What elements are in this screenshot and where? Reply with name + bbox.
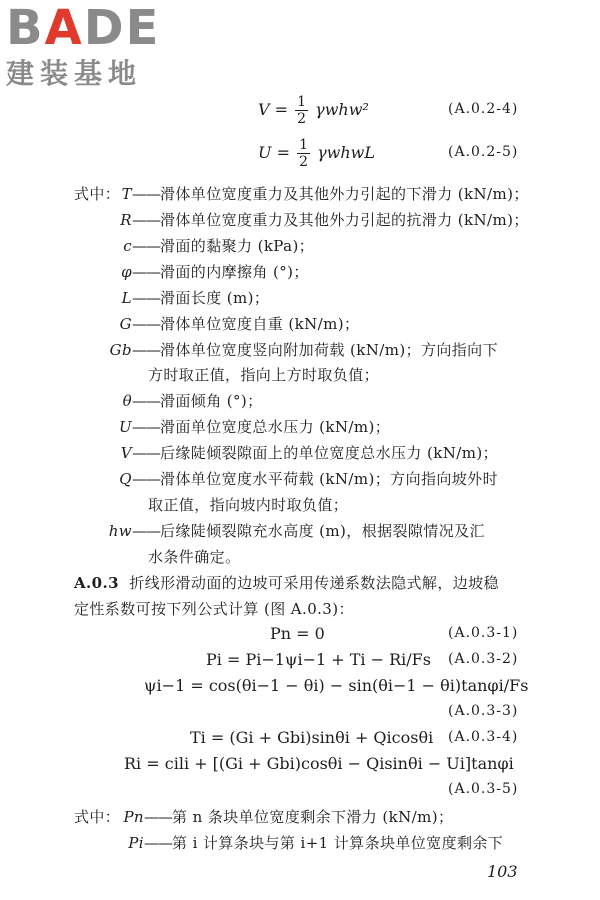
definition-row: [74, 339, 498, 360]
definition-row: [74, 416, 390, 437]
definition-text: 滑面长度 (m)；: [160, 289, 270, 307]
definition-dash: ——: [132, 315, 160, 333]
definition-row: [74, 313, 359, 334]
definition-text: 滑体单位宽度重力及其他外力引起的抗滑力 (kN/m)；: [160, 211, 529, 229]
formula-u-rhs: γwhwL: [317, 143, 375, 162]
formula-v-den: 2: [297, 111, 307, 127]
definition-dash: ——: [132, 263, 160, 281]
definition-text: 滑面倾角 (°)；: [160, 392, 263, 410]
definition-dash: ——: [132, 211, 160, 229]
formula-u-num: 1: [299, 137, 308, 153]
definition-symbol: Pi: [128, 834, 144, 852]
formula-v-lhs: V =: [258, 100, 294, 119]
where-lead-text: 式中：: [74, 185, 121, 203]
definition-continuation: 水条件确定。: [148, 548, 241, 566]
equation-expr: ψi−1 = cos(θi−1 − θi) − sin(θi−1 − θi)tanφi/Fs: [144, 676, 529, 695]
formula-u-fraction: [297, 137, 310, 170]
formula-v-fraction: [295, 94, 308, 127]
equation-expr: Ri = cili + [(Gi + Gbi)cosθi − Qisinθi − Ui]tanφi: [124, 754, 514, 773]
equation-label: (A.0.3-2): [448, 651, 519, 667]
definition-continuation: 方时取正值，指向上方时取负值；: [148, 366, 380, 384]
page-number: 103: [487, 862, 518, 881]
site-logo: [6, 0, 161, 90]
formula-u-label: (A.0.2-5): [448, 144, 519, 160]
definition-symbol: U: [118, 418, 132, 436]
definition-symbol: Pn: [123, 808, 144, 826]
definition-text: 第 n 条块单位宽度剩余下滑力 (kN/m)；: [172, 808, 454, 826]
definition-symbol: V: [120, 444, 132, 462]
where-lead-text: 式中：: [74, 808, 121, 826]
logo-subtitle: 建装基地: [6, 57, 143, 90]
definition-dash: ——: [132, 289, 160, 307]
equation-label: (A.0.3-4): [448, 729, 519, 745]
definition-dash: ——: [132, 341, 160, 359]
logo-letters-de: DE: [83, 0, 161, 56]
definition-row: [74, 209, 529, 230]
formula-u-lhs: U =: [258, 143, 296, 162]
definition-row: [74, 468, 498, 489]
section-number: A.0.3: [74, 574, 119, 592]
equation-label: (A.0.3-5): [448, 781, 519, 797]
definition-text: 滑体单位宽度竖向附加荷载 (kN/m)；方向指向下: [160, 341, 498, 359]
definition-text: 滑体单位宽度水平荷载 (kN/m)；方向指向坡外时: [160, 470, 498, 488]
definition-dash: ——: [132, 522, 160, 540]
definition-symbol: c: [123, 237, 132, 255]
equation-expr: Pi = Pi−1ψi−1 + Ti − Ri/Fs: [206, 650, 431, 669]
definition-row: [74, 390, 263, 411]
formula-u-den: 2: [299, 154, 308, 170]
definition-dash: ——: [132, 418, 160, 436]
logo-wordmark: [6, 0, 161, 56]
formula-u: [258, 137, 375, 170]
definition-text: 后缘陡倾裂隙面上的单位宽度总水压力 (kN/m)；: [160, 444, 498, 462]
definition-row: [74, 261, 309, 282]
definition-dash: ——: [132, 237, 160, 255]
definition-symbol: T: [121, 185, 132, 203]
logo-letter-a: A: [44, 0, 84, 56]
definition-row: [74, 520, 485, 541]
definition-symbol: Q: [119, 470, 132, 488]
definition-row: [74, 806, 453, 827]
definition-text: 滑面的黏聚力 (kPa)；: [160, 237, 315, 255]
section-text: 折线形滑动面的边坡可采用传递系数法隐式解，边坡稳: [129, 574, 499, 592]
definition-text: 滑体单位宽度重力及其他外力引起的下滑力 (kN/m)；: [160, 185, 529, 203]
equation-expr: Ti = (Gi + Gbi)sinθi + Qicosθi: [190, 728, 434, 747]
equation-label: (A.0.3-1): [448, 625, 519, 641]
definition-symbol: hw: [108, 522, 132, 540]
definition-symbol: θ: [122, 392, 132, 410]
definition-text: 滑面单位宽度总水压力 (kN/m)；: [160, 418, 391, 436]
section-text-continuation: 定性系数可按下列公式计算 (图 A.0.3)：: [74, 600, 354, 618]
definition-dash: ——: [144, 834, 172, 852]
definition-dash: ——: [144, 808, 172, 826]
definition-dash: ——: [132, 185, 160, 203]
definition-symbol: φ: [121, 263, 132, 281]
definition-dash: ——: [132, 470, 160, 488]
definition-row: [74, 183, 529, 204]
definition-continuation: 取正值，指向坡内时取负值；: [148, 496, 349, 514]
definition-text: 滑体单位宽度自重 (kN/m)；: [160, 315, 360, 333]
definition-row: [74, 442, 498, 463]
definition-dash: ——: [132, 444, 160, 462]
definition-text: 滑面的内摩擦角 (°)；: [160, 263, 309, 281]
definition-symbol: L: [121, 289, 132, 307]
logo-letter-b: B: [6, 0, 45, 56]
formula-v-label: (A.0.2-4): [448, 101, 519, 117]
definition-symbol: Gb: [109, 341, 132, 359]
formula-v-num: 1: [297, 94, 307, 110]
definition-row: [74, 287, 269, 308]
definition-dash: ——: [132, 392, 160, 410]
definition-row: [74, 832, 503, 853]
definition-symbol: R: [120, 211, 132, 229]
definition-text: 后缘陡倾裂隙充水高度 (m)，根据裂隙情况及汇: [160, 522, 485, 540]
definition-row: [74, 235, 314, 256]
equation-label: (A.0.3-3): [448, 703, 519, 719]
formula-v-rhs: γwhw²: [315, 100, 369, 119]
definition-symbol: G: [119, 315, 132, 333]
formula-v: [258, 94, 369, 127]
section-paragraph: [74, 572, 499, 593]
equation-expr: Pn = 0: [270, 624, 325, 643]
definition-text: 第 i 计算条块与第 i+1 计算条块单位宽度剩余下: [172, 834, 504, 852]
